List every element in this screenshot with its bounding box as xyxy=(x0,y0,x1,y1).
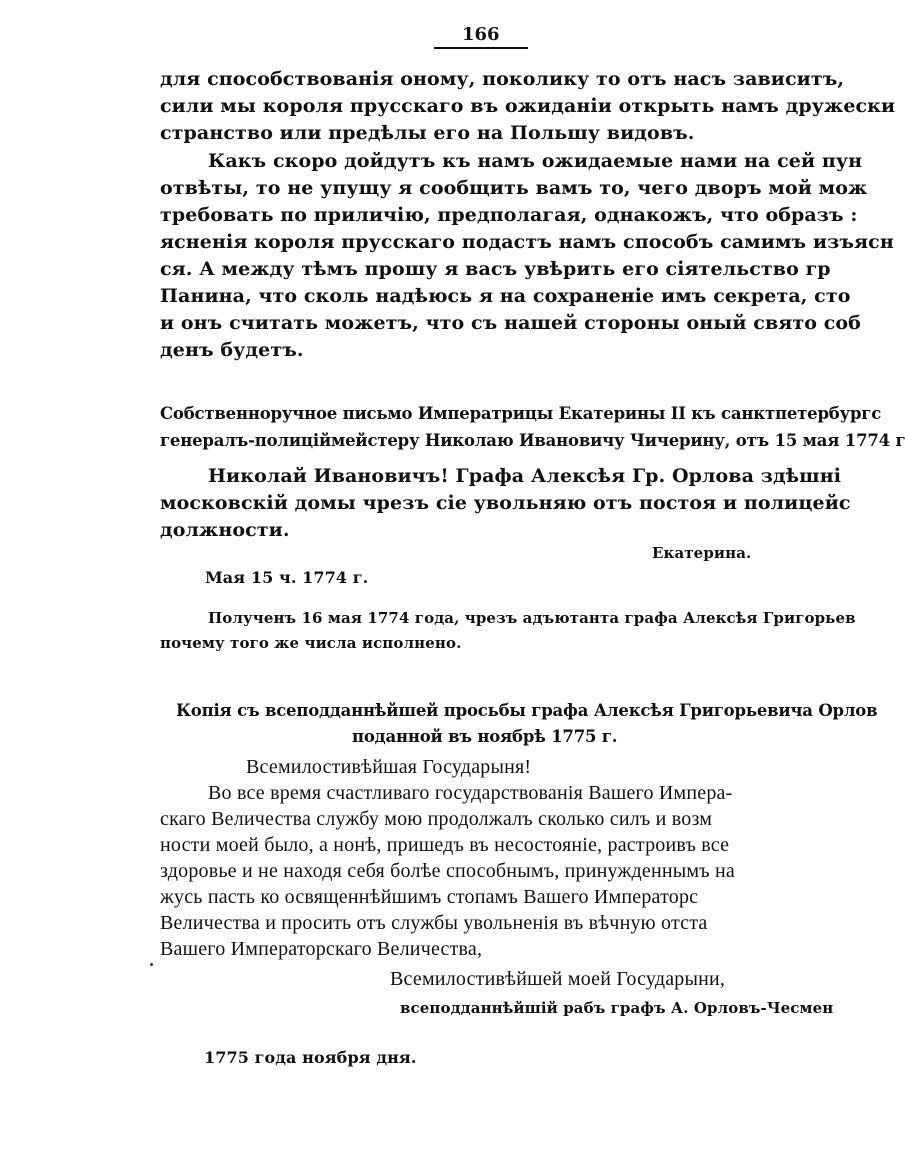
page-number-rule xyxy=(434,47,528,49)
text-line: ности моей было, а нонѣ, пришедъ въ несостояніе, растроивъ все xyxy=(160,834,730,856)
text-line: Во все время счастливаго государствованія Вашего Импера- xyxy=(208,782,733,804)
signature: всеподданнѣйшій рабъ графъ А. Орловъ-Чесмен xyxy=(400,999,834,1017)
text-line: ся. А между тѣмъ прошу я васъ увѣрить его сіятельство гр xyxy=(160,258,831,280)
text-line: Какъ скоро дойдутъ къ намъ ожидаемые нами на сей пун xyxy=(208,150,863,172)
text-line: для способствованія оному, поколику то отъ насъ зависитъ, xyxy=(160,68,845,90)
text-line: жусь пасть ко освященнѣйшимъ стопамъ Вашего Императорс xyxy=(160,886,699,908)
text-line: отвѣты, то не упущу я сообщить вамъ то, чего дворъ мой мож xyxy=(160,177,868,199)
note-line: Полученъ 16 мая 1774 года, чрезъ адъютанта графа Алексѣя Григорьев xyxy=(208,609,856,627)
letter-date: 1775 года ноября дня. xyxy=(204,1048,417,1067)
text-line: Панина, что сколь надѣюсь я на сохраненіе имъ секрета, сто xyxy=(160,285,851,307)
text-line: Вашего Императорскаго Величества, xyxy=(160,938,483,960)
text-line: московскій домы чрезъ сіе увольняю отъ постоя и полицейс xyxy=(160,492,851,514)
letter-heading: Копія съ всеподданнѣйшей просьбы графа Алексѣя Григорьевича Орлов xyxy=(176,701,878,720)
note-line: почему того же числа исполнено. xyxy=(160,634,462,652)
text-line: здоровье и не находя себя болѣе способнымъ, принужденнымъ на xyxy=(160,860,735,882)
text-line: и онъ считать можетъ, что съ нашей стороны оный свято соб xyxy=(160,312,861,334)
closing: Всемилостивѣйшей моей Государыни, xyxy=(390,968,726,990)
text-line: сили мы короля прусскаго въ ожиданіи открыть намъ дружески xyxy=(160,95,896,117)
text-line: должности. xyxy=(160,519,290,541)
signature: Екатерина. xyxy=(652,544,752,562)
salutation: Всемилостивѣйшая Государыня! xyxy=(246,756,532,778)
text-line: скаго Величества службу мою продолжалъ сколько силъ и возм xyxy=(160,808,713,830)
scan-speck xyxy=(150,963,153,966)
text-line: странство или предѣлы его на Польшу видовъ. xyxy=(160,122,695,144)
letter-heading: поданной въ ноябрѣ 1775 г. xyxy=(352,727,618,746)
text-line: Николай Ивановичъ! Графа Алексѣя Гр. Орлова здѣшні xyxy=(208,465,842,487)
letter-heading: генералъ-полицiймейстеру Николаю Ивановичу Чичерину, отъ 15 мая 1774 г xyxy=(160,431,905,450)
letter-heading: Собственноручное письмо Императрицы Екатерины II къ санктпетербургс xyxy=(160,404,882,423)
page-number: 166 xyxy=(462,24,500,45)
text-line: требовать по приличію, предполагая, однакожъ, что образъ : xyxy=(160,204,858,226)
text-line: ясненія короля прусскаго подастъ намъ способъ самимъ изъясн xyxy=(160,231,894,253)
text-line: денъ будетъ. xyxy=(160,339,304,361)
text-line: Величества и просить отъ службы увольненія въ вѣчную отста xyxy=(160,912,708,934)
letter-date: Мая 15 ч. 1774 г. xyxy=(205,568,369,587)
